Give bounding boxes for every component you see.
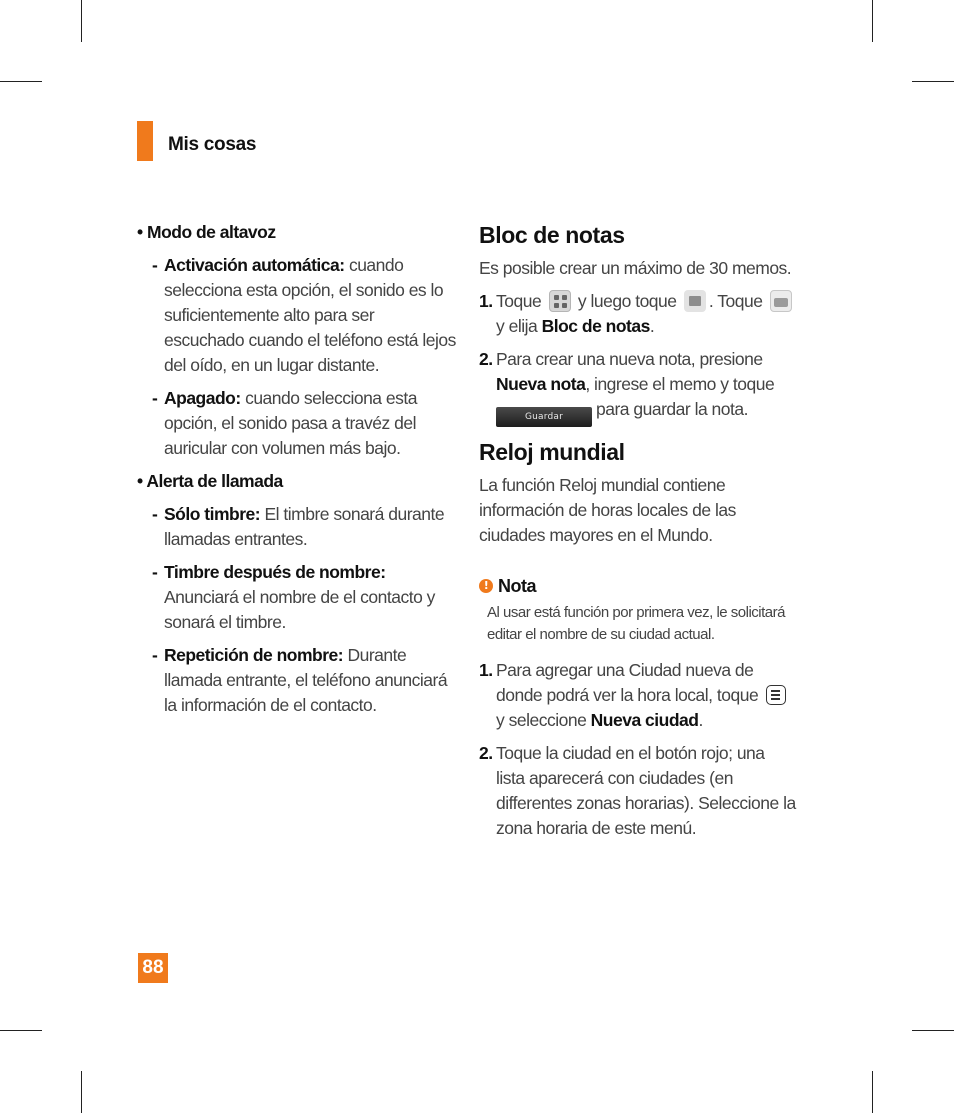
section-accent-bar (137, 121, 153, 161)
step-number: 2. (479, 743, 493, 763)
bloc-notas-heading: Bloc de notas (479, 222, 625, 248)
right-column (479, 220, 797, 841)
warning-icon: ! (479, 579, 493, 593)
note-body: Al usar está función por primera vez, le solicitará editar el nombre de su ciudad actual. (487, 604, 785, 643)
step-number: 1. (479, 660, 493, 680)
notes-app-icon (684, 290, 706, 312)
step-bold: Nueva nota (496, 374, 586, 394)
crop-mark (872, 0, 873, 42)
step-text: y seleccione (496, 710, 591, 730)
step-text: Toque la ciudad en el botón rojo; una lista aparecerá con ciudades (en differentes zonas horarias). Seleccione la zona horaria de este menú. (496, 743, 796, 838)
bullet-heading: • Alerta de llamada (137, 471, 283, 491)
option-item (137, 643, 457, 718)
left-column (137, 220, 457, 718)
menu-icon (766, 685, 786, 705)
crop-mark (81, 0, 82, 42)
reloj-intro: La función Reloj mundial contiene información de horas locales de las ciudades mayores en el Mundo. (479, 475, 736, 545)
step-bold: Nueva ciudad (590, 710, 699, 730)
step-number: 1. (479, 291, 493, 311)
option-item (137, 560, 457, 635)
step-text: , ingrese el memo y toque (585, 374, 775, 394)
reloj-mundial-heading: Reloj mundial (479, 439, 625, 465)
option-label: Timbre después de nombre: (164, 562, 386, 582)
option-label: Sólo timbre: (164, 504, 261, 524)
option-item (137, 386, 457, 461)
bullet-heading: • Modo de altavoz (137, 222, 276, 242)
step-bold: Bloc de notas (541, 316, 650, 336)
step-text: Toque (496, 291, 542, 311)
crop-mark (912, 81, 954, 82)
crop-mark (0, 1030, 42, 1031)
page-number: 88 (138, 953, 168, 983)
step-text: . (649, 316, 655, 336)
step-number: 2. (479, 349, 493, 369)
option-text: cuando selecciona esta opción, el sonido pasa a travéz del auricular con volumen más bajo. (164, 388, 417, 458)
option-item (137, 253, 457, 378)
option-label: Activación automática: (164, 255, 345, 275)
step-text: para guardar la nota. (596, 399, 748, 419)
dash-marker: - (152, 645, 158, 665)
option-label: Apagado: (164, 388, 241, 408)
crop-mark (912, 1030, 954, 1031)
crop-mark (0, 81, 42, 82)
section-title: Mis cosas (168, 134, 257, 155)
guardar-button: Guardar (496, 407, 592, 427)
dash-marker: - (152, 562, 158, 582)
step-text: . (698, 710, 703, 730)
step-text: y luego toque (573, 291, 677, 311)
dash-marker: - (152, 504, 158, 524)
step-text: . Toque (708, 291, 763, 311)
note-heading (479, 576, 797, 596)
crop-mark (81, 1071, 82, 1113)
step-text: Para agregar una Ciudad nueva de donde podrá ver la hora local, toque (496, 660, 759, 705)
bloc-step (479, 347, 797, 427)
option-item (137, 502, 457, 552)
dash-marker: - (152, 255, 158, 275)
bloc-step (479, 289, 797, 339)
toolbox-icon (770, 290, 792, 312)
note-title: Nota (498, 576, 536, 596)
option-text: Durante llamada entrante, el teléfono anunciará la información de el contacto. (164, 645, 448, 715)
dash-marker: - (152, 388, 158, 408)
option-text: cuando selecciona esta opción, el sonido es lo suficientemente alto para ser escuchado cuando el teléfono está lejos del oído, en un lugar distante. (164, 255, 456, 375)
reloj-step (479, 741, 797, 841)
apps-grid-icon (549, 290, 571, 312)
reloj-step (479, 658, 797, 733)
option-label: Repetición de nombre: (164, 645, 344, 665)
step-text: Para crear una nueva nota, presione (496, 349, 763, 369)
option-text: El timbre sonará durante llamadas entrantes. (164, 504, 445, 549)
option-text: Anunciará el nombre de el contacto y sonará el timbre. (164, 587, 435, 632)
reloj-steps (479, 658, 797, 841)
crop-mark (872, 1071, 873, 1113)
bloc-intro: Es posible crear un máximo de 30 memos. (479, 258, 792, 278)
step-text: y elija (496, 316, 542, 336)
